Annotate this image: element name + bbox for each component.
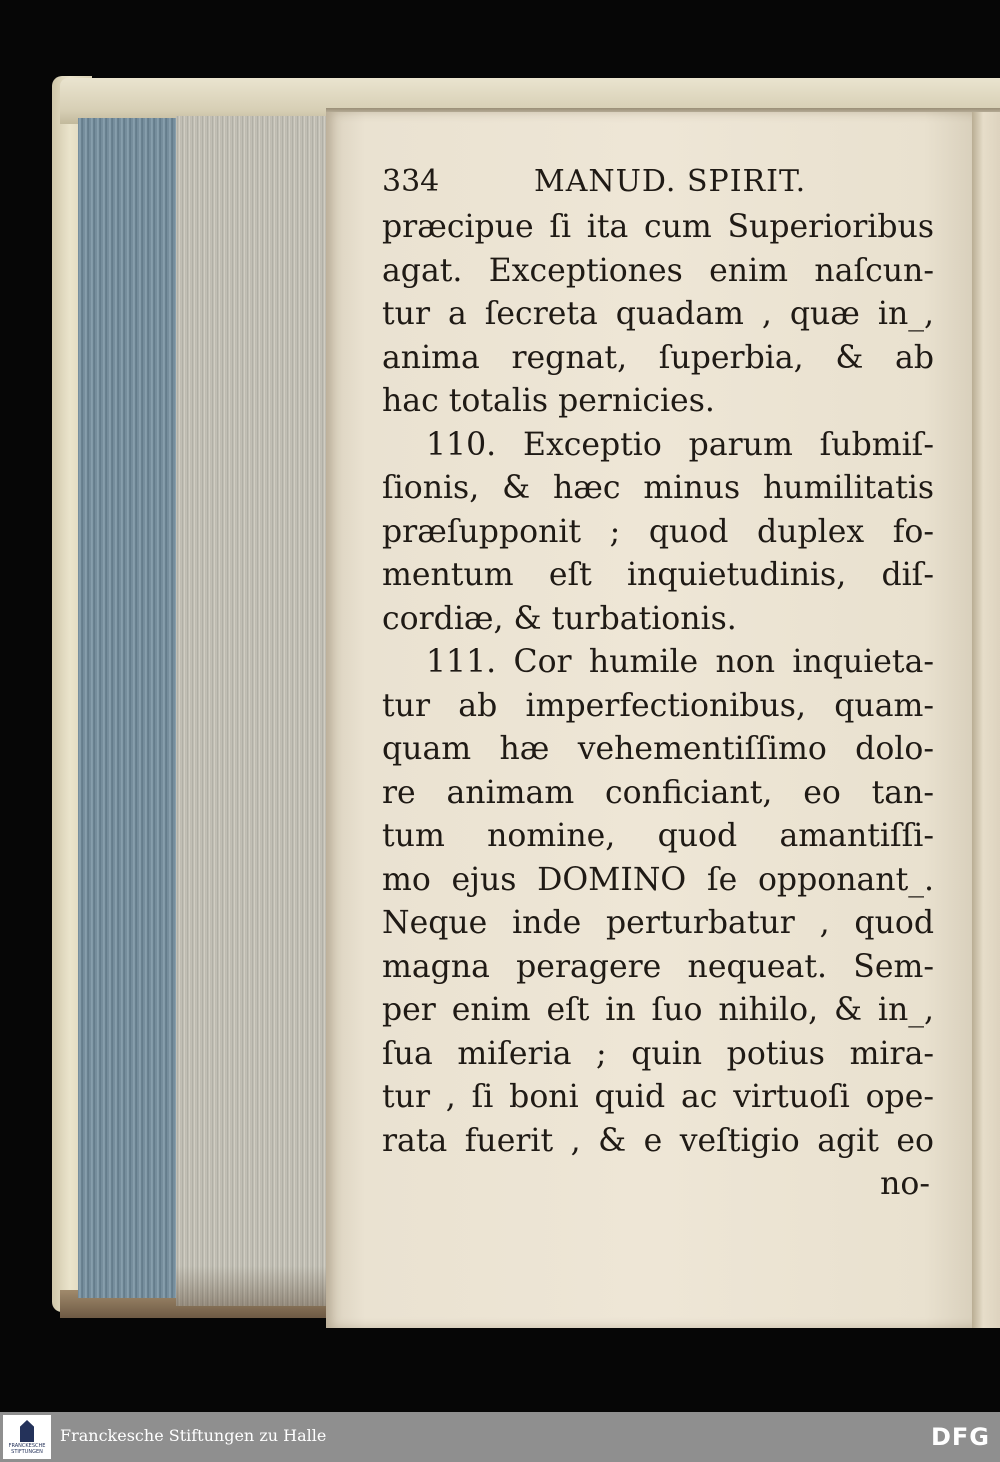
text-line: ſionis, & hæc minus humilitatis (382, 470, 934, 506)
text-line: 111. Cor humile non inquieta- (426, 644, 934, 680)
text-line: mo ejus DOMINO ſe opponant_. (382, 861, 934, 898)
page-edges-stack (176, 116, 332, 1306)
dfg-logo[interactable]: DFG (930, 1423, 990, 1451)
logo-text: FRANCKESCHE STIFTUNGEN (8, 1443, 46, 1455)
page-text-block (382, 160, 934, 1207)
text-line: tum nomine, quod amantiſſi- (382, 818, 934, 854)
text-line: per enim eſt in ſuo nihilo, & in_, (382, 992, 934, 1028)
text-line: magna peragere nequeat. Sem- (382, 948, 934, 985)
institution-logo[interactable] (3, 1415, 51, 1459)
text-line: re animam conficiant, eo tan- (382, 774, 934, 811)
text-line: anima regnat, ſuperbia, & ab (382, 339, 934, 376)
running-head: MANUD. SPIRIT. (534, 164, 807, 199)
text-line: ſua miſeria ; quin potius mira- (382, 1035, 934, 1072)
text-line: quam hæ vehementiſſimo dolo- (382, 731, 934, 767)
text-line: agat. Exceptiones enim naſcun- (382, 252, 934, 289)
text-line: tur ab imperfectionibus, quam- (382, 687, 934, 724)
catchword: no- (880, 1166, 930, 1202)
text-line: Neque inde perturbatur , quod (382, 905, 934, 941)
text-line: rata fuerit , & e veſtigio agit eo (382, 1122, 934, 1159)
running-header (382, 164, 934, 206)
facing-page-edge (972, 112, 1000, 1328)
text-line: 110. Exceptio parum ſubmiſ- (426, 426, 934, 463)
text-lines (382, 206, 934, 1163)
page-edges-blue (78, 118, 178, 1298)
text-line: mentum eſt inquietudinis, diſ- (382, 557, 934, 593)
text-line: tur , ſi boni quid ac virtuoſi ope- (382, 1079, 934, 1115)
page-number: 334 (382, 164, 440, 199)
logo-emblem-icon (20, 1420, 34, 1442)
text-line: præcipue ſi ita cum Superioribus (382, 209, 934, 245)
text-line: præſupponit ; quod duplex fo- (382, 513, 934, 550)
institution-name[interactable]: Franckesche Stiftungen zu Halle (60, 1426, 327, 1445)
text-line: tur a ſecreta quadam , quæ in_, (382, 296, 934, 332)
text-line: hac totalis pernicies. (382, 383, 715, 419)
footer-bar (0, 1412, 1000, 1462)
text-line: cordiæ, & turbationis. (382, 600, 737, 637)
